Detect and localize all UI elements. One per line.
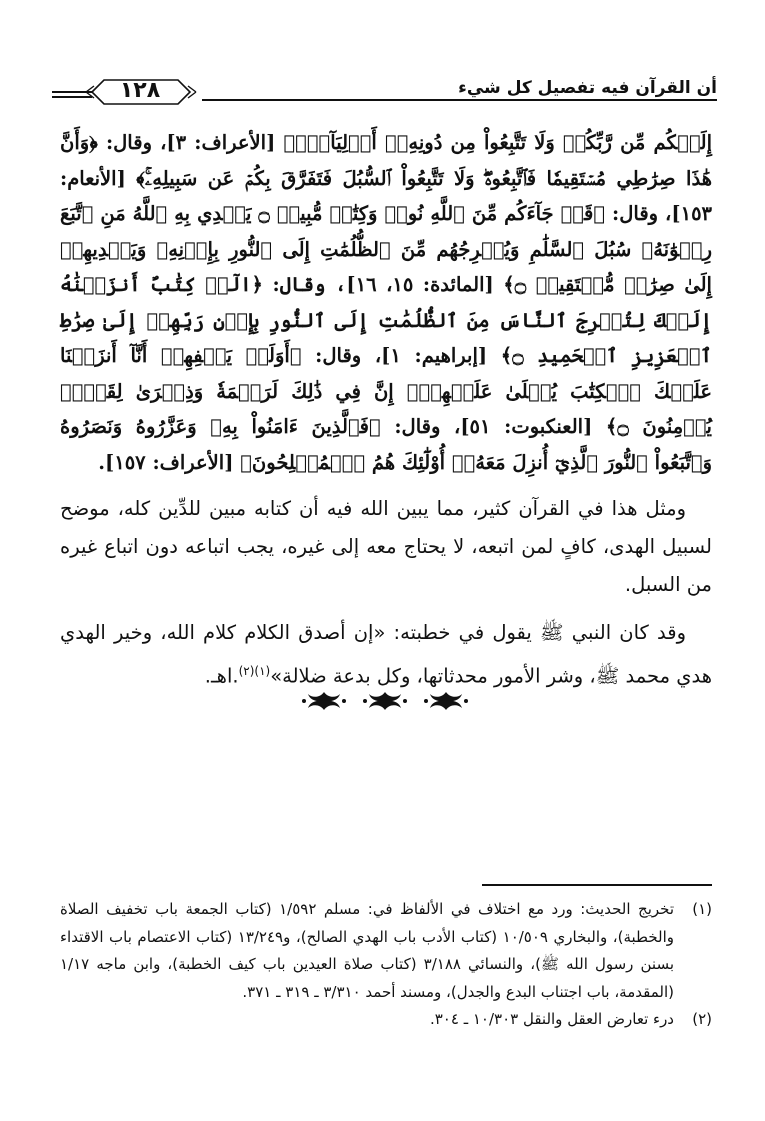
footnote-text: درء تعارض العقل والنقل ١٠/٣٠٣ ـ ٣٠٤.: [429, 1010, 674, 1028]
paragraph-hadith: [60, 614, 712, 696]
header-rule-right: [202, 99, 717, 101]
footnote-number: (١): [692, 900, 712, 918]
footnote-markers: (١)(٢): [238, 664, 271, 678]
page-number: ١٢٨: [119, 78, 161, 103]
footnote-text: تخريج الحديث: ورد مع اختلاف في الألفاظ في: مسلم ١/٥٩٢ (كتاب الجمعة باب تخفيف الصلاة والخطبة)، والبخاري ١٠/٥٠٩ (كتاب الأدب باب الهدي الصالح)، و١٣/٢٤٩ (كتاب الاعتصام باب الاقتداء بسنن رسول الله ﷺ)، والنسائي ٣/١٨٨ (كتاب صلاة العيدين باب كيف الخطبة)، وابن ماجه ١/١٧ (المقدمة، باب اجتناب البدع والجدل)، ومسند أحمد ٣/٣١٠ ـ ٣١٩ ـ ٣٧١.: [60, 900, 675, 1001]
hadith-end: .اهـ.: [204, 664, 239, 688]
hadith-text: وقد كان النبي ﷺ يقول في خطبته: «إن أصدق الكلام كلام الله، وخير الهدي هدي محمد ﷺ، وشر الأمور محدثاتها، وكل بدعة ضلالة»: [60, 621, 712, 688]
main-text: [60, 125, 712, 696]
page-header: [52, 78, 717, 112]
ornament-icon: [361, 688, 409, 714]
footnote-2: [60, 1006, 712, 1034]
paragraph-commentary: ومثل هذا في القرآن كثير، مما يبين الله فيه أن كتابه مبين للدِّين كله، موضح لسبيل الهدى، كافٍ لمن اتبعه، لا يحتاج معه إلى غيره، يجب اتباعه دون اتباع غيره من السبل.: [60, 497, 712, 596]
paragraph-quran-citations: إِلَيۡكُم مِّن رَّبِّكُمۡ وَلَا تَتَّبِعُواْ مِن دُونِهِۦٓ أَوۡلِيَآءَۗ﴾ [الأعراف: ٣]، وقال: ﴿وَأَنَّ هَٰذَا صِرَٰطِي مُسۡتَقِيمٗا فَٱتَّبِعُوهُۖ وَلَا تَتَّبِعُواْ ٱلسُّبُلَ فَتَفَرَّقَ بِكُمۡ عَن سَبِيلِهِۦۚ﴾ [الأنعام: ١٥٣]، وقال: ﴿قَدۡ جَآءَكُم مِّنَ ٱللَّهِ نُورٞ وَكِتَٰبٞ مُّبِينٞ ۝ يَهۡدِي بِهِ ٱللَّهُ مَنِ ٱتَّبَعَ رِضۡوَٰنَهُۥ سُبُلَ ٱلسَّلَٰمِ وَيُخۡرِجُهُم مِّنَ ٱلظُّلُمَٰتِ إِلَى ٱلنُّورِ بِإِذۡنِهِۦ وَيَهۡدِيهِمۡ إِلَىٰ صِرَٰطٖ مُّسۡتَقِيمٖ ۝﴾ [المائدة: ١٥، ١٦]، وقال: ﴿الٓرۚ كِتَٰبٌ أَنزَلۡنَٰهُ إِلَيۡكَ لِتُخۡرِجَ ٱلنَّاسَ مِنَ ٱلظُّلُمَٰتِ إِلَى ٱلنُّورِ بِإِذۡنِ رَبِّهِمۡ إِلَىٰ صِرَٰطِ ٱلۡعَزِيزِ ٱلۡحَمِيدِ ۝﴾ [إبراهيم: ١]، وقال: ﴿أَوَلَمۡ يَكۡفِهِمۡ أَنَّآ أَنزَلۡنَا عَلَيۡكَ ٱلۡكِتَٰبَ يُتۡلَىٰ عَلَيۡهِمۡۚ إِنَّ فِي ذَٰلِكَ لَرَحۡمَةٗ وَذِكۡرَىٰ لِقَوۡمٖ يُؤۡمِنُونَ ۝﴾ [العنكبوت: ٥١]، وقال: ﴿فَٱلَّذِينَ ءَامَنُواْ بِهِۦ وَعَزَّرُوهُ وَنَصَرُوهُ وَٱتَّبَعُواْ ٱلنُّورَ ٱلَّذِيٓ أُنزِلَ مَعَهُۥٓ أُوْلَٰٓئِكَ هُمُ ٱلۡمُفۡلِحُونَ﴾ [الأعراف: ١٥٧].: [60, 131, 713, 474]
footnotes: [60, 896, 712, 1034]
footnote-1: [60, 896, 712, 1006]
ornament-icon: [422, 688, 470, 714]
footnote-number: (٢): [692, 1010, 712, 1028]
running-title: أن القرآن فيه تفصيل كل شيء: [458, 78, 717, 98]
footnote-separator: [482, 884, 712, 886]
ornament-icon: [300, 688, 348, 714]
section-divider: [300, 688, 470, 718]
